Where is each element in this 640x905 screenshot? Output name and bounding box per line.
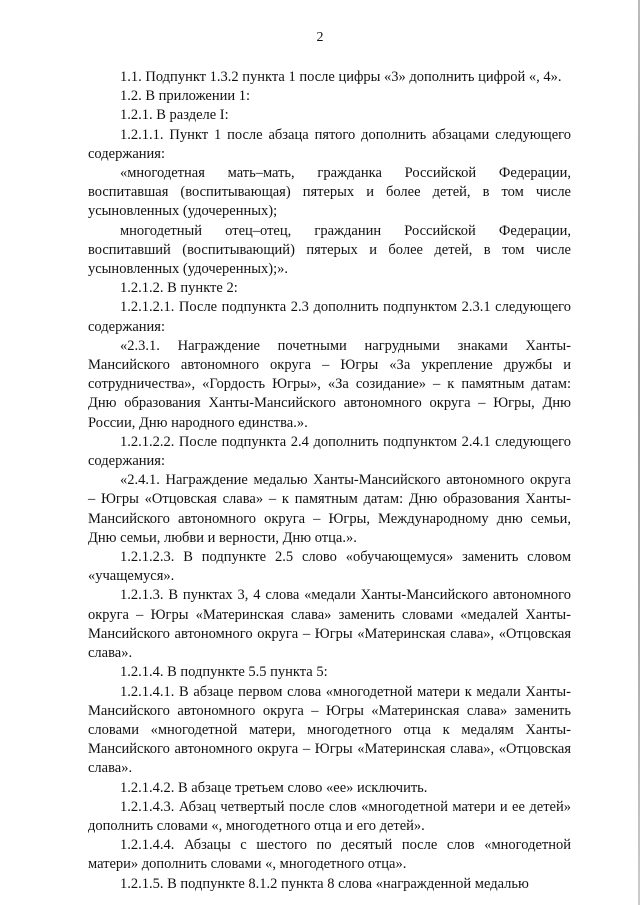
paragraph: 1.2.1.4.1. В абзаце первом слова «многодетной матери к медали Ханты-Мансийского автономного округа – Югры «Материнская слава» заменить словами «многодетной матери, многодетного отца к медалям Ханты-Мансийского автономного округа – Югры «Материнская слава», «Отцовская слава». bbox=[88, 683, 571, 777]
paragraph: 1.2.1.4.2. В абзаце третьем слово «ее» исключить. bbox=[120, 779, 428, 796]
paragraph: 1.1. Подпункт 1.3.2 пункта 1 после цифры «3» дополнить цифрой «, 4». bbox=[120, 69, 562, 85]
paragraph: «многодетная мать–мать, гражданка Российской Федерации, воспитавшая (воспитывающая) пятерых и более детей, в том числе усыновленных (удочеренных); bbox=[88, 165, 571, 220]
paragraph: 1.2.1.5. В подпункте 8.1.2 пункта 8 слова «награжденной медалью bbox=[120, 875, 529, 892]
paragraph: многодетный отец–отец, гражданин Российской Федерации, воспитавший (воспитывающий) пятерых и более детей, в том числе усыновленных (удочеренных);». bbox=[88, 222, 571, 278]
paragraph: 1.2. В приложении 1: bbox=[120, 88, 251, 105]
paragraph: 1.2.1.2. В пункте 2: bbox=[120, 280, 238, 297]
page-number: 2 bbox=[316, 30, 324, 45]
paragraph: 1.2.1.4.3. Абзац четвертый после слов «многодетной матери и ее детей» дополнить словами «, многодетного отца и его детей». bbox=[88, 798, 571, 834]
paragraph: 1.2.1.4. В подпункте 5.5 пункта 5: bbox=[120, 664, 328, 681]
paragraph: 1.2.1.4.4. Абзацы с шестого по десятый после слов «многодетной матери» дополнить словами «, многодетного отца». bbox=[88, 837, 571, 873]
paragraph: 1.2.1.2.1. После подпункта 2.3 дополнить подпунктом 2.3.1 следующего содержания: bbox=[88, 299, 571, 335]
paragraph: 1.2.1.2.3. В подпункте 2.5 слово «обучающемуся» заменить словом «учащемуся». bbox=[88, 549, 571, 585]
paragraph: 1.2.1.3. В пунктах 3, 4 слова «медали Ханты-Мансийского автономного округа – Югры «Материнская слава» заменить словами «медалей Ханты-Мансийского автономного округа – Югры «Материнская слава», «Отцовская слава». bbox=[88, 587, 571, 662]
paragraph: 1.2.1. В разделе I: bbox=[120, 107, 229, 124]
paragraph: «2.3.1. Награждение почетными нагрудными знаками Ханты-Мансийского автономного округа – Югры «За укрепление дружбы и сотрудничества», «Гордость Югры», «За созидание» – к памятным датам: Дню образования Ханты-Мансийского автономного округа – Югры, Дню России, Дню народного единства.». bbox=[88, 337, 571, 431]
paragraph: 1.2.1.1. Пункт 1 после абзаца пятого дополнить абзацами следующего содержания: bbox=[88, 126, 571, 162]
paragraph: «2.4.1. Награждение медалью Ханты-Мансийского автономного округа – Югры «Отцовская слава» – к памятным датам: Дню образования Ханты-Мансийского автономного округа – Югры, Международному дню семьи, Дню семьи, любви и верности, Дню отца.». bbox=[88, 472, 571, 546]
paragraph: 1.2.1.2.2. После подпункта 2.4 дополнить подпунктом 2.4.1 следующего содержания: bbox=[88, 433, 571, 470]
document-body bbox=[88, 68, 571, 894]
